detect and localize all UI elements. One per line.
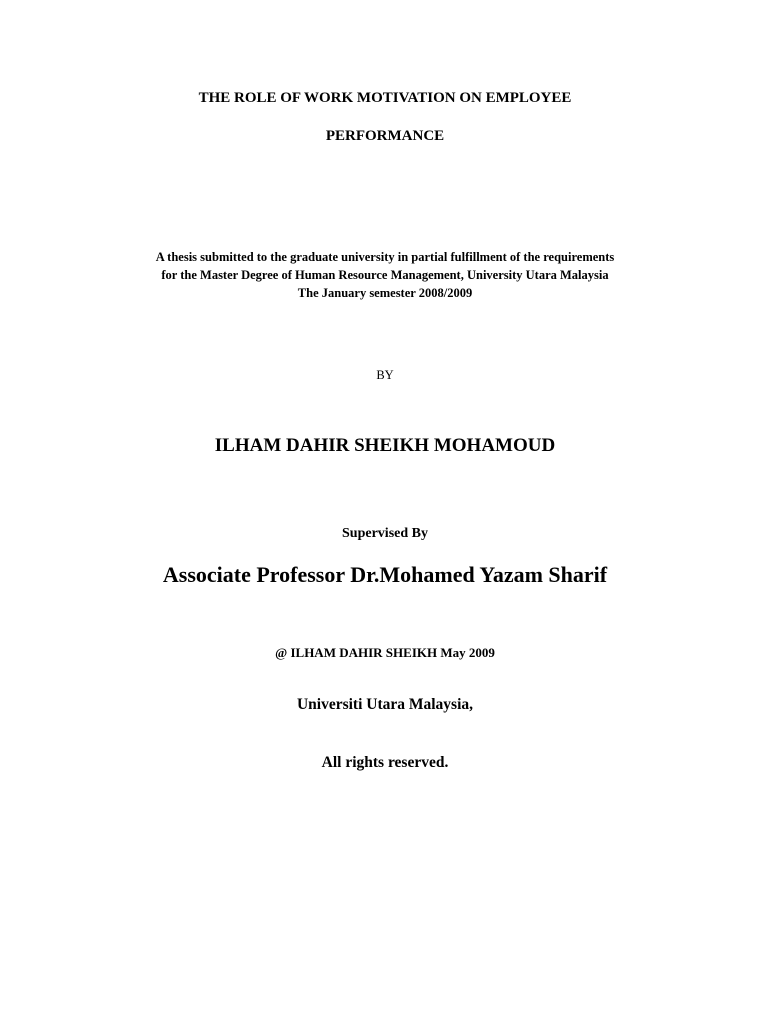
title-line-2: PERFORMANCE [325, 128, 445, 144]
title-line-1: THE ROLE OF WORK MOTIVATION ON EMPLOYEE [198, 90, 572, 106]
description-line-1: A thesis submitted to the graduate university in partial fulfillment of the requirements [155, 250, 615, 264]
university-name: Universiti Utara Malaysia, [296, 696, 474, 713]
copyright-notice: @ ILHAM DAHIR SHEIKH May 2009 [275, 645, 495, 660]
rights-reserved: All rights reserved. [321, 754, 449, 771]
supervisor-name: Associate Professor Dr.Mohamed Yazam Sharif [162, 562, 608, 587]
author-name: ILHAM DAHIR SHEIKH MOHAMOUD [214, 435, 556, 456]
description-line-2: for the Master Degree of Human Resource Management, University Utara Malaysia [161, 268, 609, 282]
by-label: BY [376, 368, 394, 382]
supervised-by-label: Supervised By [342, 526, 428, 541]
description-line-3: The January semester 2008/2009 [297, 286, 473, 300]
